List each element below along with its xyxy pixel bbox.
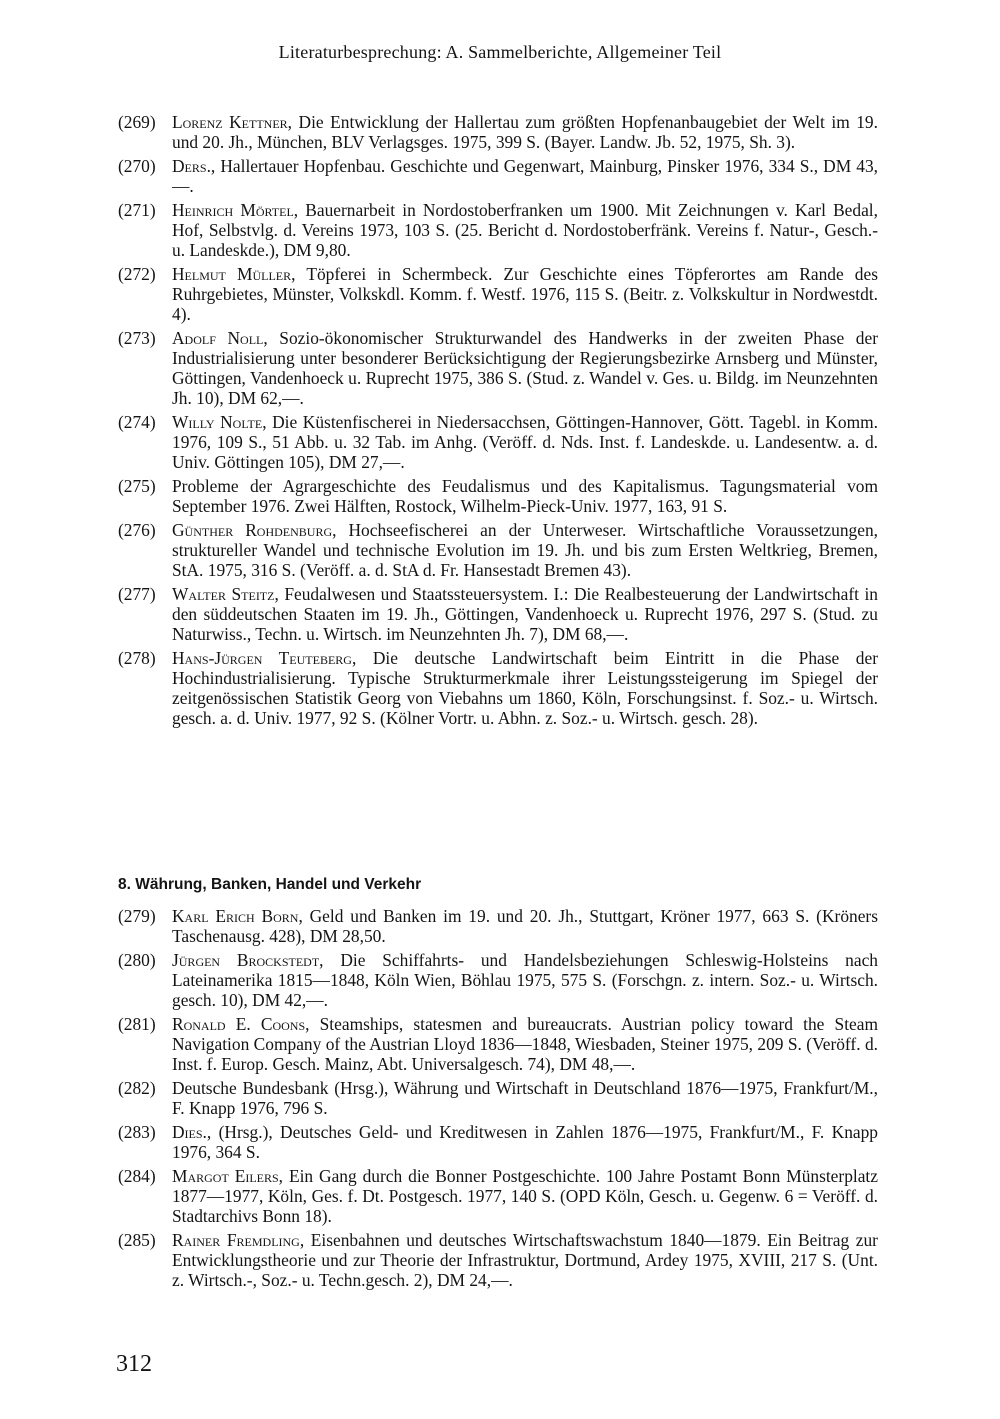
entry-text: Probleme der Agrargeschichte des Feudalismus und des Kapitalismus. Tagungsmaterial vom September 1976. Zwei Hälften, Rostock, Wilhelm-Pieck-Univ. 1977, 163, 91 S. xyxy=(172,476,878,516)
entry-author: Ders., xyxy=(172,156,216,176)
bibliography-entry xyxy=(118,584,878,644)
entry-text: (Hrsg.), Deutsches Geld- und Kreditwesen in Zahlen 1876—1975, Frankfurt/M., F. Knapp 1976, 364 S. xyxy=(172,1122,878,1162)
entry-text: Hochseefischerei an der Unterweser. Wirtschaftliche Voraussetzungen, struktureller Wandel und technische Evolution im 19. Jh. und bis zum Ersten Weltkrieg, Bremen, StA. 1975, 316 S. (Veröff. a. d. StA d. Fr. Hansestadt Bremen 43). xyxy=(172,520,878,580)
entry-author: Dies., xyxy=(172,1122,212,1142)
entry-author: Rainer Fremdling, xyxy=(172,1230,305,1250)
entry-text: Geld und Banken im 19. und 20. Jh., Stuttgart, Kröner 1977, 663 S. (Kröners Taschenausg. 428), DM 28,50. xyxy=(172,906,878,946)
entry-number: (283) xyxy=(118,1122,156,1142)
entry-author: Hans-Jürgen Teuteberg, xyxy=(172,648,357,668)
entry-author: Günther Rohdenburg, xyxy=(172,520,337,540)
entry-text: Töpferei in Schermbeck. Zur Geschichte eines Töpferortes am Rande des Ruhrgebietes, Münster, Volkskdl. Komm. f. Westf. 1976, 115 S. (Beitr. z. Volkskultur in Nordwestdt. 4). xyxy=(172,264,878,324)
entry-number: (275) xyxy=(118,476,156,496)
entry-text: Eisenbahnen und deutsches Wirtschaftswachstum 1840—1879. Ein Beitrag zur Entwicklungstheorie und zur Theorie der Infrastruktur, Dortmund, Ardey 1975, XVIII, 217 S. (Unt. z. Wirtsch.-, Soz.- u. Techn.gesch. 2), DM 24,—. xyxy=(172,1230,878,1290)
bibliography-entry xyxy=(118,1122,878,1162)
entry-text: Die deutsche Landwirtschaft beim Eintritt in die Phase der Hochindustrialisierung. Typische Strukturmerkmale ihrer Leistungssteigerung im Spiegel der zeitgenössischen Statistik Georg von Viebahns um 1860, Köln, Forschungsinst. f. Soz.- u. Wirtsch. gesch. a. d. Univ. 1977, 92 S. (Kölner Vortr. u. Abhn. z. Soz.- u. Wirtsch. gesch. 28). xyxy=(172,648,878,728)
entry-text: Ein Gang durch die Bonner Postgeschichte. 100 Jahre Postamt Bonn Münsterplatz 1877—1977, Köln, Ges. f. Dt. Postgesch. 1977, 140 S. (OPD Köln, Gesch. u. Gegenw. 6 = Veröff. d. Stadtarchivs Bonn 18). xyxy=(172,1166,878,1226)
bibliography-entry xyxy=(118,1166,878,1226)
bibliography-entry xyxy=(118,328,878,408)
entry-author: Willy Nolte, xyxy=(172,412,267,432)
bibliography-entry xyxy=(118,906,878,946)
bibliography-entry xyxy=(118,520,878,580)
bibliography-entry xyxy=(118,1078,878,1118)
entry-number: (273) xyxy=(118,328,156,348)
entry-author: Helmut Müller, xyxy=(172,264,296,284)
entry-number: (279) xyxy=(118,906,156,926)
entry-author: Karl Erich Born, xyxy=(172,906,303,926)
entry-author: Ronald E. Coons, xyxy=(172,1014,310,1034)
entry-text: Bauernarbeit in Nordostoberfranken um 1900. Mit Zeichnungen v. Karl Bedal, Hof, Selbstvlg. d. Vereins 1973, 103 S. (25. Bericht d. Nordostoberfränk. Vereins f. Natur-, Gesch.- u. Landeskde.), DM 9,80. xyxy=(172,200,878,260)
entry-author: Heinrich Mörtel, xyxy=(172,200,299,220)
entry-text: Die Entwicklung der Hallertau zum größten Hopfenanbaugebiet der Welt im 19. und 20. Jh., München, BLV Verlagsges. 1975, 399 S. (Bayer. Landw. Jb. 52, 1975, Sh. 3). xyxy=(172,112,878,152)
entry-author: Jürgen Brockstedt, xyxy=(172,950,324,970)
entry-author: Margot Eilers, xyxy=(172,1166,284,1186)
bibliography-entry xyxy=(118,648,878,728)
entry-author: Walter Steitz, xyxy=(172,584,279,604)
entry-number: (281) xyxy=(118,1014,156,1034)
bibliography-entry xyxy=(118,200,878,260)
entry-text: Hallertauer Hopfenbau. Geschichte und Gegenwart, Mainburg, Pinsker 1976, 334 S., DM 43,—. xyxy=(172,156,878,196)
entry-author: Adolf Noll, xyxy=(172,328,268,348)
entry-number: (270) xyxy=(118,156,156,176)
entry-author: Lorenz Kettner, xyxy=(172,112,293,132)
entry-text: Deutsche Bundesbank (Hrsg.), Währung und Wirtschaft in Deutschland 1876—1975, Frankfurt/M., F. Knapp 1976, 796 S. xyxy=(172,1078,878,1118)
entry-number: (278) xyxy=(118,648,156,668)
bibliography-entry xyxy=(118,1014,878,1074)
entry-number: (274) xyxy=(118,412,156,432)
bibliography-entry xyxy=(118,112,878,152)
entry-number: (271) xyxy=(118,200,156,220)
running-head: Literaturbesprechung: A. Sammelberichte, Allgemeiner Teil xyxy=(278,42,722,62)
entry-text: Die Schiffahrts- und Handelsbeziehungen Schleswig-Holsteins nach Lateinamerika 1815—1848, Köln Wien, Böhlau 1975, 575 S. (Forschgn. z. intern. Soz.- u. Wirtsch. gesch. 10), DM 42,—. xyxy=(172,950,878,1010)
entry-number: (269) xyxy=(118,112,156,132)
bibliography-entry xyxy=(118,412,878,472)
entry-number: (280) xyxy=(118,950,156,970)
entry-number: (277) xyxy=(118,584,156,604)
entry-text: Steamships, statesmen and bureaucrats. Austrian policy toward the Steam Navigation Company of the Austrian Lloyd 1836—1848, Wiesbaden, Steiner 1975, 209 S. (Veröff. d. Inst. f. Europ. Gesch. Mainz, Abt. Universalgesch. 74), DM 48,—. xyxy=(172,1014,878,1074)
bibliography-entry xyxy=(118,1230,878,1290)
bibliography-list xyxy=(118,906,878,1294)
entry-number: (284) xyxy=(118,1166,156,1186)
page-number: 312 xyxy=(116,1351,152,1377)
bibliography-entry xyxy=(118,264,878,324)
entry-text: Die Küstenfischerei in Niedersacchsen, Göttingen-Hannover, Gött. Tagebl. in Komm. 1976, 109 S., 51 Abb. u. 32 Tab. im Anhg. (Veröff. d. Nds. Inst. f. Landeskde. u. Landesentw. a. d. Univ. Göttingen 105), DM 27,—. xyxy=(172,412,878,472)
section-heading: 8. Währung, Banken, Handel und Verkehr xyxy=(118,876,422,893)
entry-number: (276) xyxy=(118,520,156,540)
bibliography-entry xyxy=(118,156,878,196)
entry-text: Feudalwesen und Staatssteuersystem. I.: Die Realbesteuerung der Landwirtschaft in den süddeutschen Staaten im 19. Jh., Göttingen, Vandenhoeck u. Ruprecht 1976, 297 S. (Stud. zu Naturwiss., Techn. u. Wirtsch. im Neunzehnten Jh. 7), DM 68,—. xyxy=(172,584,878,644)
bibliography-entry xyxy=(118,476,878,516)
entry-number: (272) xyxy=(118,264,156,284)
bibliography-list xyxy=(118,112,878,732)
entry-number: (282) xyxy=(118,1078,156,1098)
bibliography-entry xyxy=(118,950,878,1010)
entry-text: Sozio-ökonomischer Strukturwandel des Handwerks in der zweiten Phase der Industrialisierung unter besonderer Berücksichtigung der Regierungsbezirke Arnsberg und Münster, Göttingen, Vandenhoeck u. Ruprecht 1975, 386 S. (Stud. z. Wandel v. Ges. u. Bildg. im Neunzehnten Jh. 10), DM 62,—. xyxy=(172,328,878,408)
entry-number: (285) xyxy=(118,1230,156,1250)
